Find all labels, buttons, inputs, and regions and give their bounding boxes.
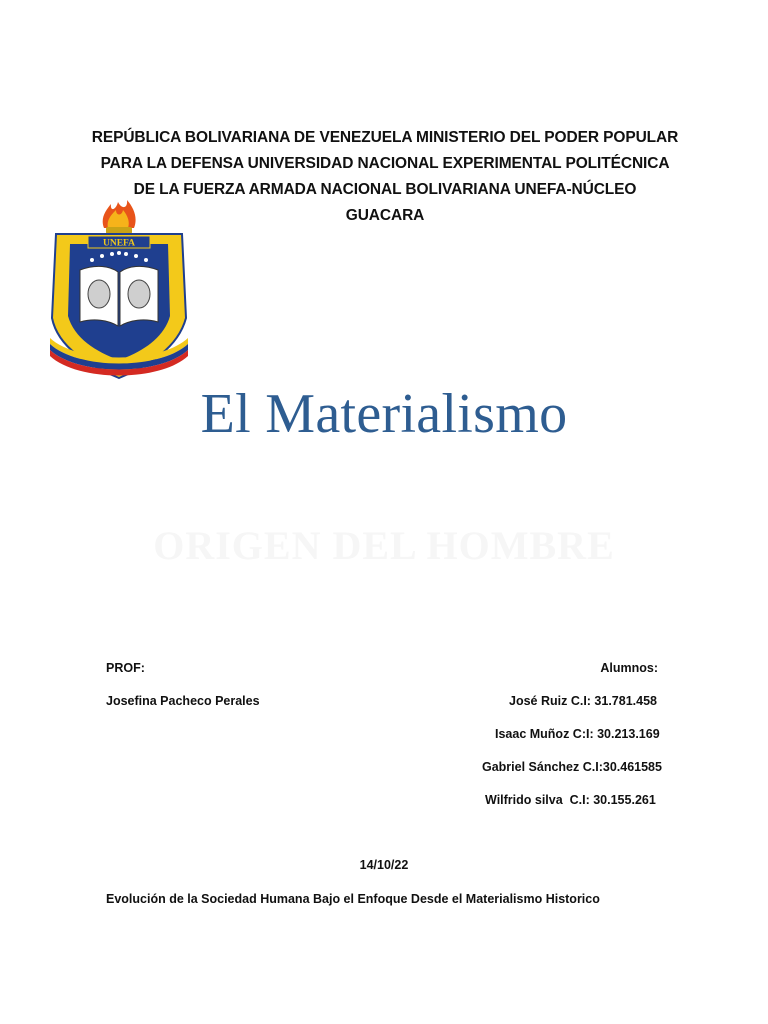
header-line: DE LA FUERZA ARMADA NACIONAL BOLIVARIANA UNEFA-NÚCLEO — [133, 181, 637, 198]
student-entry: José Ruiz C.I: 31.781.458 — [509, 694, 657, 708]
professor-label: PROF: — [106, 661, 145, 675]
student-entry: Gabriel Sánchez C.I:30.461585 — [482, 760, 662, 774]
logo-banner-text: UNEFA — [102, 238, 136, 249]
document-title: El Materialismo — [200, 383, 568, 445]
professor-name: Josefina Pacheco Perales — [106, 694, 260, 708]
torch-flame-icon — [103, 200, 136, 234]
document-subject: Evolución de la Sociedad Humana Bajo el Enfoque Desde el Materialismo Historico — [106, 892, 600, 906]
faded-subtitle: ORIGEN DEL HOMBRE — [153, 523, 615, 568]
unefa-logo — [48, 198, 190, 386]
students-label: Alumnos: — [600, 661, 658, 675]
header-line: REPÚBLICA BOLIVARIANA DE VENEZUELA MINISTERIO DEL PODER POPULAR — [91, 129, 679, 146]
header-line: PARA LA DEFENSA UNIVERSIDAD NACIONAL EXPERIMENTAL POLITÉCNICA — [100, 155, 670, 172]
student-entry: Isaac Muñoz C:I: 30.213.169 — [495, 727, 660, 741]
student-entry: Wilfrido silva C.I: 30.155.261 — [485, 793, 656, 807]
document-date: 14/10/22 — [359, 858, 409, 872]
header-line: GUACARA — [345, 207, 425, 224]
